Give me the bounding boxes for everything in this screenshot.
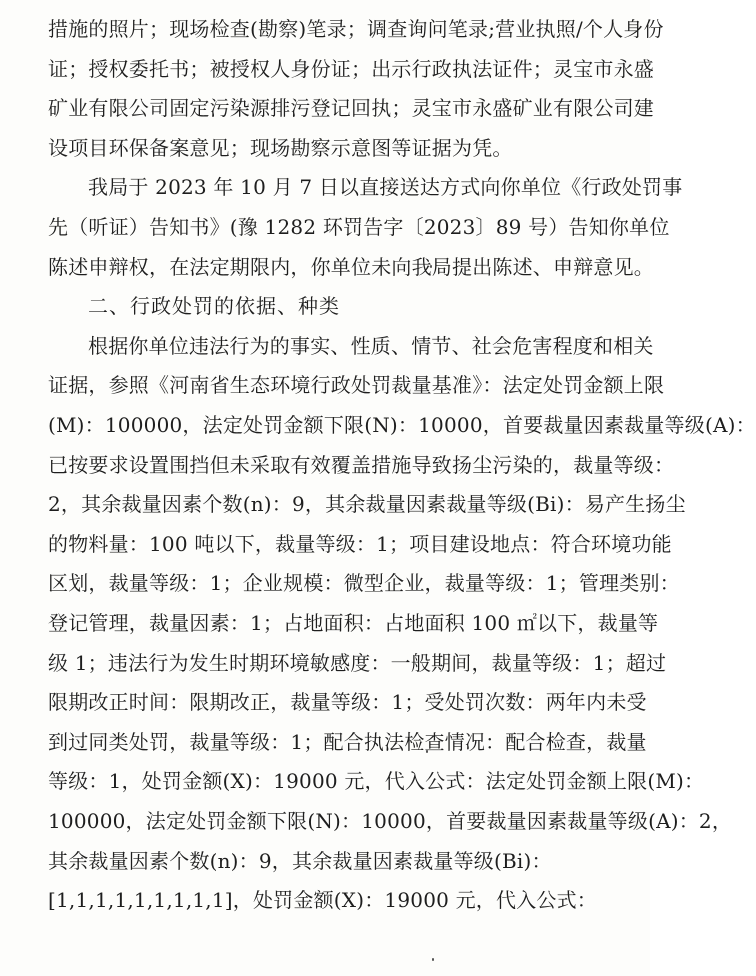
paragraph-line: 区划，裁量等级：1；企业规模：微型企业，裁量等级：1；管理类别： [48,571,680,595]
paragraph-line: 根据你单位违法行为的事实、性质、情节、社会危害程度和相关 [88,334,654,358]
paragraph-line: 的物料量：100 吨以下，裁量等级：1；项目建设地点：符合环境功能 [48,532,672,556]
scan-speck [432,958,434,961]
paragraph-line: 其余裁量因素个数(n)：9，其余裁量因素裁量等级(Bi)： [48,849,552,873]
paragraph-line: 2，其余裁量因素个数(n)：9，其余裁量因素裁量等级(Bi)：易产生扬尘 [48,492,686,516]
paragraph-line: 限期改正时间：限期改正，裁量等级：1；受处罚次数：两年内未受 [48,690,647,714]
paragraph-line: 设项目环保备案意见；现场勘察示意图等证据为凭。 [48,136,513,160]
section-heading: 二、行政处罚的依据、种类 [88,294,340,318]
paragraph-line: 等级：1，处罚金额(X)：19000 元，代入公式：法定处罚金额上限(M)： [48,769,705,793]
paragraph-line: 证据，参照《河南省生态环境行政处罚裁量基准》：法定处罚金额上限 [48,373,665,397]
paragraph-line: 已按要求设置围挡但未采取有效覆盖措施导致扬尘污染的，裁量等级： [48,453,675,477]
paragraph-line: [1,1,1,1,1,1,1,1,1]，处罚金额(X)：19000 元，代入公式： [48,888,598,912]
paragraph-line: 证；授权委托书；被授权人身份证；出示行政执法证件；灵宝市永盛 [48,57,654,81]
paragraph-line: 矿业有限公司固定污染源排污登记回执；灵宝市永盛矿业有限公司建 [48,96,654,120]
paragraph-line: 我局于 2023 年 10 月 7 日以直接送达方式向你单位《行政处罚事 [88,175,683,199]
paragraph-line: 登记管理，裁量因素：1；占地面积：占地面积 100 ㎡以下，裁量等 [48,611,659,635]
paragraph-line: 先（听证）告知书》(豫 1282 环罚告字〔2023〕89 号）告知你单位 [48,215,670,239]
paragraph-line: 级 1；违法行为发生时期环境敏感度：一般期间，裁量等级：1；超过 [48,651,667,675]
paragraph-line: 陈述申辩权，在法定期限内，你单位未向我局提出陈述、申辩意见。 [48,255,654,279]
paragraph-line: (M)：100000，法定处罚金额下限(N)：10000，首要裁量因素裁量等级(A)： [48,413,756,437]
paragraph-line: 到过同类处罚，裁量等级：1；配合执法检查情况：配合检查，裁量 [48,730,647,754]
paragraph-line: 100000，法定处罚金额下限(N)：10000，首要裁量因素裁量等级(A)：2， [48,809,733,833]
paragraph-line: 措施的照片；现场检查(勘察)笔录；调查询问笔录;营业执照/个人身份 [48,17,664,41]
